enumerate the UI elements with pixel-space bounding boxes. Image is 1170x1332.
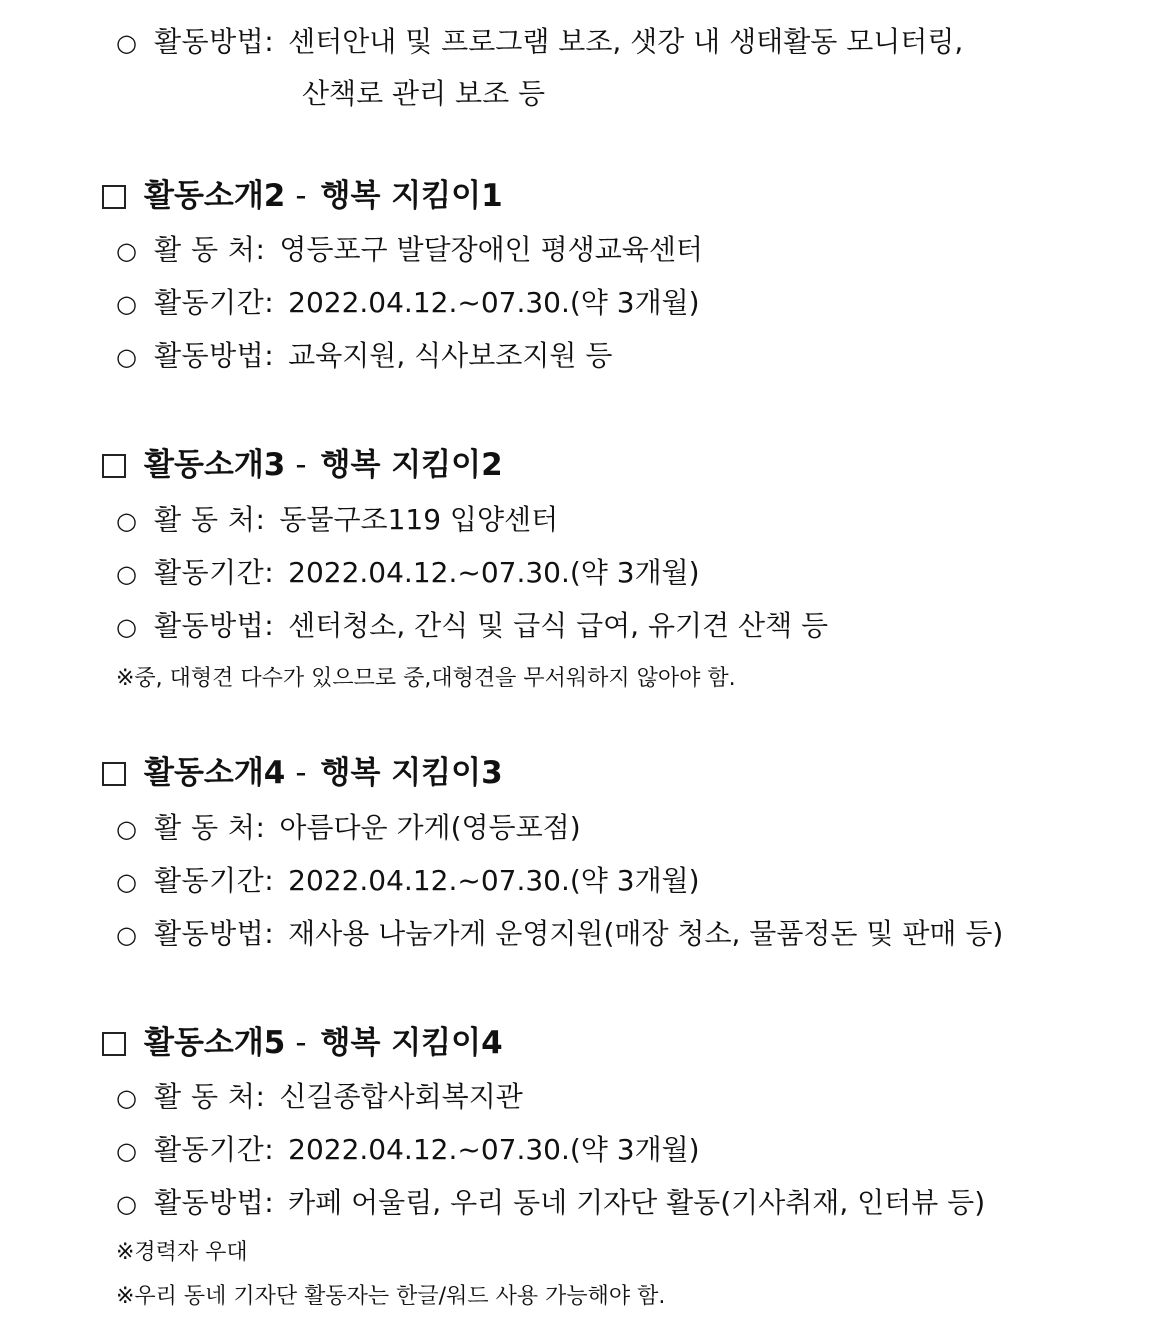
checkbox-icon bbox=[102, 454, 126, 478]
method-label: 활동방법: bbox=[154, 339, 275, 372]
section-title: 활동소개5 bbox=[144, 1025, 286, 1061]
method-value: 센터안내 및 프로그램 보조, 샛강 내 생태활동 모니터링, bbox=[288, 25, 964, 58]
circle-bullet-icon: ○ bbox=[116, 343, 137, 371]
place-label: 활 동 처: bbox=[154, 811, 266, 844]
period-label: 활동기간: bbox=[154, 556, 275, 589]
method-value: 재사용 나눔가게 운영지원(매장 청소, 물품정돈 및 판매 등) bbox=[288, 917, 1004, 950]
method-value: 교육지원, 식사보조지원 등 bbox=[288, 339, 613, 372]
section-title: 활동소개2 bbox=[144, 178, 286, 214]
section5-place-row bbox=[116, 1079, 523, 1116]
section5-period-row bbox=[116, 1132, 700, 1169]
header-dash: - bbox=[295, 178, 307, 214]
method-value: 카페 어울림, 우리 동네 기자단 활동(기사취재, 인터뷰 등) bbox=[288, 1186, 986, 1219]
place-label: 활 동 처: bbox=[154, 1080, 266, 1113]
section3-method-row bbox=[116, 608, 828, 645]
section4-period-row bbox=[116, 863, 700, 900]
period-value: 2022.04.12.~07.30.(약 3개월) bbox=[288, 286, 700, 319]
section2-method-row bbox=[116, 338, 612, 375]
section-subtitle: 행복 지킴이3 bbox=[320, 755, 503, 791]
section2-period-row bbox=[116, 285, 700, 322]
section-subtitle: 행복 지킴이1 bbox=[320, 178, 503, 214]
section3-period-row bbox=[116, 555, 700, 592]
circle-bullet-icon: ○ bbox=[116, 290, 137, 318]
section5-note-2: ※우리 동네 기자단 활동자는 한글/워드 사용 가능해야 함. bbox=[116, 1284, 666, 1309]
method-label: 활동방법: bbox=[154, 25, 275, 58]
circle-bullet-icon: ○ bbox=[116, 1190, 137, 1218]
circle-bullet-icon: ○ bbox=[116, 1084, 137, 1112]
section-title: 활동소개4 bbox=[144, 755, 286, 791]
circle-bullet-icon: ○ bbox=[116, 815, 137, 843]
section-subtitle: 행복 지킴이4 bbox=[320, 1025, 503, 1061]
section4-method-row bbox=[116, 916, 1003, 953]
period-value: 2022.04.12.~07.30.(약 3개월) bbox=[288, 864, 700, 897]
place-value: 영등포구 발달장애인 평생교육센터 bbox=[279, 233, 703, 266]
place-value: 동물구조119 입양센터 bbox=[279, 503, 559, 536]
checkbox-icon bbox=[102, 185, 126, 209]
section2-place-row bbox=[116, 232, 703, 269]
method-label: 활동방법: bbox=[154, 917, 275, 950]
method-value-cont: 산책로 관리 보조 등 bbox=[302, 77, 546, 110]
circle-bullet-icon: ○ bbox=[116, 921, 137, 949]
section3-note: ※중, 대형견 다수가 있으므로 중,대형견을 무서워하지 않아야 함. bbox=[116, 666, 736, 691]
circle-bullet-icon: ○ bbox=[116, 507, 137, 535]
method-label: 활동방법: bbox=[154, 609, 275, 642]
place-label: 활 동 처: bbox=[154, 233, 266, 266]
section4-header bbox=[102, 753, 503, 793]
section-title: 활동소개3 bbox=[144, 447, 286, 483]
section4-place-row bbox=[116, 810, 581, 847]
section3-header bbox=[102, 445, 503, 485]
circle-bullet-icon: ○ bbox=[116, 29, 137, 57]
section-subtitle: 행복 지킴이2 bbox=[320, 447, 503, 483]
circle-bullet-icon: ○ bbox=[116, 868, 137, 896]
period-value: 2022.04.12.~07.30.(약 3개월) bbox=[288, 556, 700, 589]
method-label: 활동방법: bbox=[154, 1186, 275, 1219]
circle-bullet-icon: ○ bbox=[116, 1137, 137, 1165]
period-label: 활동기간: bbox=[154, 1133, 275, 1166]
header-dash: - bbox=[295, 447, 307, 483]
section5-header bbox=[102, 1023, 503, 1063]
method-value: 센터청소, 간식 및 급식 급여, 유기견 산책 등 bbox=[288, 609, 829, 642]
period-label: 활동기간: bbox=[154, 286, 275, 319]
checkbox-icon bbox=[102, 762, 126, 786]
place-label: 활 동 처: bbox=[154, 503, 266, 536]
place-value: 신길종합사회복지관 bbox=[279, 1080, 523, 1113]
header-dash: - bbox=[295, 755, 307, 791]
section2-header bbox=[102, 176, 503, 216]
section3-place-row bbox=[116, 502, 558, 539]
circle-bullet-icon: ○ bbox=[116, 613, 137, 641]
circle-bullet-icon: ○ bbox=[116, 237, 137, 265]
period-label: 활동기간: bbox=[154, 864, 275, 897]
section5-method-row bbox=[116, 1185, 985, 1222]
section5-note-1: ※경력자 우대 bbox=[116, 1240, 248, 1265]
circle-bullet-icon: ○ bbox=[116, 560, 137, 588]
section1-method-row bbox=[116, 24, 963, 61]
checkbox-icon bbox=[102, 1032, 126, 1056]
header-dash: - bbox=[295, 1025, 307, 1061]
place-value: 아름다운 가게(영등포점) bbox=[279, 811, 581, 844]
period-value: 2022.04.12.~07.30.(약 3개월) bbox=[288, 1133, 700, 1166]
section1-method-row-cont bbox=[302, 76, 545, 112]
